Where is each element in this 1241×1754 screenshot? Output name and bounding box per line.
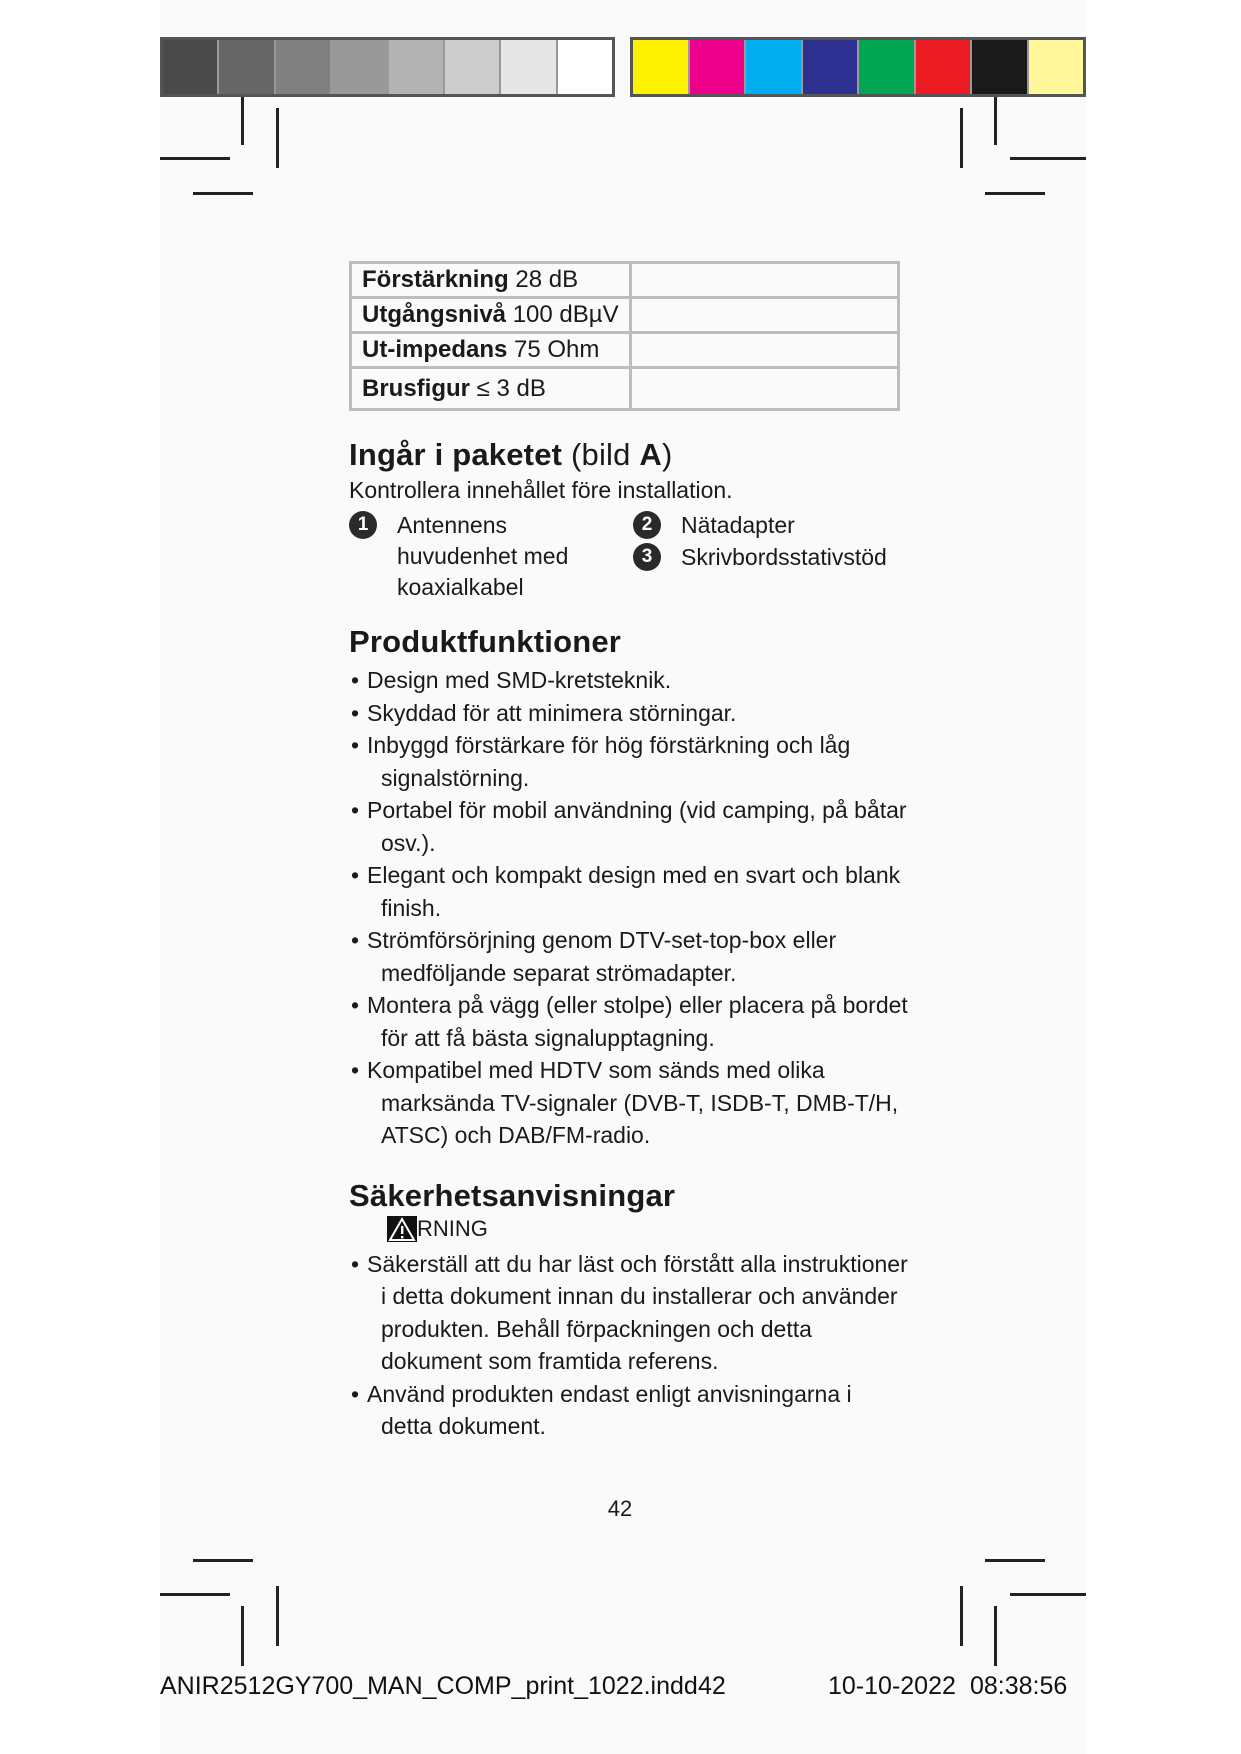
package-item-text [397,510,568,603]
crop-mark [960,1586,963,1646]
list-item: • Kompatibel med HDTV som sänds med olika marksända TV-signaler (DVB-T, ISDB-T, DMB-T/H, ATSC) och DAB/FM-radio. [349,1054,909,1152]
color-swatch [633,40,690,94]
safety-list [349,1248,909,1443]
crop-mark [994,97,997,145]
color-swatch [1029,40,1084,94]
list-item: • Design med SMD-kretsteknik. [349,664,909,697]
slug-filename: ANIR2512GY700_MAN_COMP_print_1022.indd [160,1672,698,1700]
spec-empty-cell [630,368,898,410]
spec-label: Utgångsnivå [362,301,507,328]
list-item: • Portabel för mobil användning (vid camping, på båtar osv.). [349,794,909,859]
table-row [351,368,899,410]
specs-table [349,261,900,411]
slug-date: 10-10-2022 [828,1672,956,1700]
package-heading-open: (bild [562,437,640,472]
package-item [349,510,568,603]
list-item: • Använd produkten endast enligt anvisningarna i detta dokument. [349,1378,909,1443]
color-swatch [389,40,445,94]
number-badge: 2 [633,511,661,539]
spec-value: ≤ 3 dB [470,374,546,402]
color-bar [630,37,1086,97]
warning-text: RNING [417,1215,488,1241]
color-swatch [916,40,973,94]
list-item: • Inbyggd förstärkare för hög förstärkning och låg signalstörning. [349,729,909,794]
page-number: 42 [607,1496,633,1521]
spec-empty-cell [630,333,898,368]
crop-mark [1010,157,1086,160]
package-item-line: Antennens [397,512,507,538]
slug-time: 08:38:56 [970,1672,1068,1700]
slug-page: 42 [698,1672,726,1700]
spec-value: 100 dBµV [506,301,619,328]
warning-triangle-icon [387,1216,417,1242]
features-list [349,664,909,1152]
package-heading [349,437,909,473]
crop-mark [193,192,253,195]
crop-mark [241,97,244,145]
safety-heading: Säkerhetsanvisningar [349,1177,676,1213]
color-swatch [332,40,388,94]
color-swatch [746,40,803,94]
table-row [351,333,899,368]
color-swatch [445,40,501,94]
crop-mark [994,1606,997,1666]
features-heading: Produktfunktioner [349,624,622,659]
table-row [351,298,899,333]
crop-mark [241,1606,244,1666]
number-badge: 3 [633,543,661,571]
color-swatch [558,40,612,94]
package-item-text [681,510,795,541]
package-item [633,542,887,573]
spec-cell [351,263,631,298]
crop-mark [960,108,963,168]
spec-label: Ut-impedans [362,336,508,363]
spec-value: 75 Ohm [507,336,600,363]
color-swatch [690,40,747,94]
package-heading-close: ) [662,437,673,472]
page-content [349,261,909,1443]
warning-label [387,1214,909,1244]
crop-mark [160,157,230,160]
color-swatch [803,40,860,94]
crop-mark [985,1559,1045,1562]
color-swatch [972,40,1029,94]
package-heading-bold: Ingår i paketet [349,437,563,472]
crop-mark [276,1586,279,1646]
package-item-line: koaxialkabel [397,574,524,600]
crop-mark [985,192,1045,195]
package-item-text [681,542,887,573]
crop-mark [276,108,279,168]
color-swatch [859,40,916,94]
list-item: • Elegant och kompakt design med en svart och blank finish. [349,859,909,924]
spec-value: 28 dB [508,266,579,293]
spec-empty-cell [630,298,898,333]
package-heading-letter: A [639,437,662,472]
spec-label: Brusfigur [362,374,470,402]
crop-mark [160,1593,230,1596]
package-item-line: Nätadapter [681,512,795,538]
package-item-line: Skrivbordsstativstöd [681,544,887,570]
spec-empty-cell [630,263,898,298]
table-row [351,263,899,298]
color-swatch [163,40,219,94]
package-list [349,510,909,600]
list-item: • Strömförsörjning genom DTV-set-top-box eller medföljande separat strömadapter. [349,924,909,989]
crop-mark [1010,1593,1086,1596]
package-intro: Kontrollera innehållet före installation. [349,477,733,503]
list-item: • Montera på vägg (eller stolpe) eller placera på bordet för att få bästa signalupptagning. [349,989,909,1054]
package-item [633,510,795,541]
list-item: • Säkerställ att du har läst och förstått alla instruktioner i detta dokument innan du installerar och använder produkten. Behåll förpackningen och detta dokument som framtida referens. [349,1248,909,1378]
crop-mark [193,1559,253,1562]
spec-label: Förstärkning [362,266,509,293]
color-swatch [276,40,332,94]
list-item: • Skyddad för att minimera störningar. [349,697,909,730]
grayscale-bar [160,37,615,97]
package-item-line: huvudenhet med [397,543,569,569]
spec-cell [351,298,631,333]
color-swatch [501,40,557,94]
spec-cell [351,333,631,368]
spec-cell [351,368,631,410]
color-swatch [219,40,275,94]
number-badge: 1 [349,511,377,539]
